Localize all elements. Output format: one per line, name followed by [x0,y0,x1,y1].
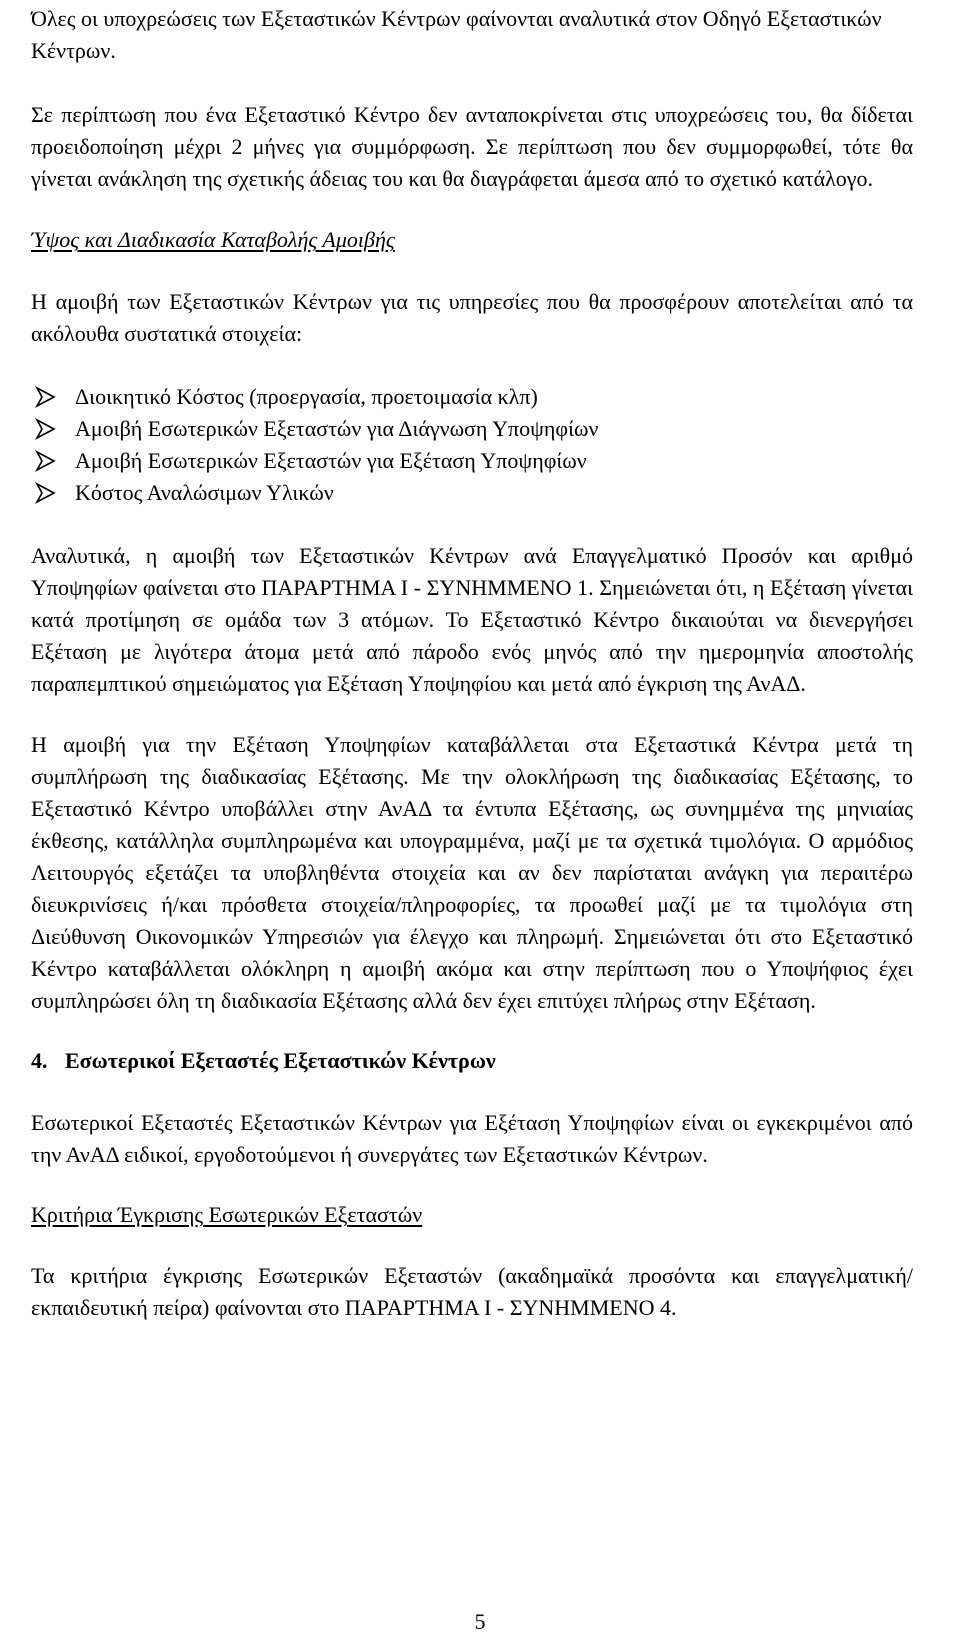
fee-heading: Ύψος και Διαδικασία Καταβολής Αμοιβής [31,227,395,252]
criteria-heading: Κριτήρια Έγκρισης Εσωτερικών Εξεταστών [31,1202,423,1227]
list-item-text: Αμοιβή Εσωτερικών Εξεταστών για Εξέταση Υποψηφίων [75,448,587,473]
intro-paragraph: Όλες οι υποχρεώσεις των Εξεταστικών Κέντρων φαίνονται αναλυτικά στον Οδηγό Εξεταστικών Κέντρων. [31,6,882,63]
examiners-paragraph: Εσωτερικοί Εξεταστές Εξεταστικών Κέντρων για Εξέταση Υποψηφίων είναι οι εγκεκριμένοι από την ΑνΑΔ ειδικοί, εργοδοτούμενοι ή συνεργάτες των Εξεταστικών Κέντρων. [31,1110,913,1167]
list-item-text: Διοικητικό Κόστος (προεργασία, προετοιμασία κλπ) [75,384,538,409]
page-number: 5 [474,1609,486,1634]
section-number: 4. [31,1048,48,1073]
payment-paragraph: Η αμοιβή για την Εξέταση Υποψηφίων καταβάλλεται στα Εξεταστικά Κέντρα μετά τη συμπλήρωση της διαδικασίας Εξέτασης. Με την ολοκλήρωση της διαδικασίας Εξέτασης, το Εξεταστικό Κέντρο υποβάλλει στην ΑνΑΔ τα έντυπα Εξέτασης, ως συνημμένα της μηνιαίας έκθεσης, κατάλληλα συμπληρωμένα και υπογραμμένα, μαζί με τα σχετικά τιμολόγια. Ο αρμόδιος Λειτουργός εξετάζει τα υποβληθέντα στοιχεία και αν δεν παρίσταται ανάγκη για περαιτέρω διευκρινίσεις ή/και πρόσθετα στοιχεία/πληροφορίες, τα προωθεί μαζί με τα τιμολόγια στη Διεύθυνση Οικονομικών Υπηρεσιών για έλεγχο και πληρωμή. Σημειώνεται ότι στο Εξεταστικό Κέντρο καταβάλλεται ολόκληρη η αμοιβή ακόμα και στην περίπτωση που ο Υποψήφιος έχει συμπληρώσει όλη τη διαδικασία Εξέτασης αλλά δεν έχει επιτύχει πλήρως στην Εξέταση. [31,732,913,1013]
list-item [31,445,913,477]
section-title: Εσωτερικοί Εξεταστές Εξεταστικών Κέντρων [65,1048,496,1073]
arrowhead-bullet-icon [34,450,56,472]
fee-details-paragraph: Αναλυτικά, η αμοιβή των Εξεταστικών Κέντρων ανά Επαγγελματικό Προσόν και αριθμό Υποψηφίων φαίνεται στο ΠΑΡΑΡΤΗΜΑ Ι - ΣΥΝΗΜΜΕΝΟ 1. Σημειώνεται ότι, η Εξέταση γίνεται κατά προτίμηση σε ομάδα των 3 ατόμων. Το Εξεταστικό Κέντρο δικαιούται να διενεργήσει Εξέταση με λιγότερα άτομα μετά από πάροδο ενός μηνός από την ημερομηνία αποστολής παραπεμπτικού σημειώματος για Εξέταση Υποψηφίου και μετά από έγκριση της ΑνΑΔ. [31,543,913,696]
criteria-paragraph: Τα κριτήρια έγκρισης Εσωτερικών Εξεταστών (ακαδημαϊκά προσόντα και επαγγελματική/ εκπαιδευτική πείρα) φαίνονται στο ΠΑΡΑΡΤΗΜΑ Ι - ΣΥΝΗΜΜΕΝΟ 4. [31,1263,913,1320]
arrowhead-bullet-icon [34,418,56,440]
list-item-text: Αμοιβή Εσωτερικών Εξεταστών για Διάγνωση Υποψηφίων [75,416,599,441]
fee-intro-paragraph: Η αμοιβή των Εξεταστικών Κέντρων για τις υπηρεσίες που θα προσφέρουν αποτελείται από τα ακόλουθα συστατικά στοιχεία: [31,289,913,346]
arrowhead-bullet-icon [34,482,56,504]
document-page [31,0,913,1324]
list-item [31,477,913,509]
fee-components-list [31,381,913,509]
arrowhead-bullet-icon [34,386,56,408]
list-item [31,413,913,445]
warning-paragraph: Σε περίπτωση που ένα Εξεταστικό Κέντρο δεν ανταποκρίνεται στις υποχρεώσεις του, θα δίδεται προειδοποίηση μέχρι 2 μήνες για συμμόρφωση. Σε περίπτωση που δεν συμμορφωθεί, τότε θα γίνεται ανάκληση της σχετικής άδειας του και θα διαγράφεται άμεσα από το σχετικό κατάλογο. [31,102,913,191]
list-item-text: Κόστος Αναλώσιμων Υλικών [75,480,334,505]
list-item [31,381,913,413]
section-4-heading [31,1045,913,1077]
